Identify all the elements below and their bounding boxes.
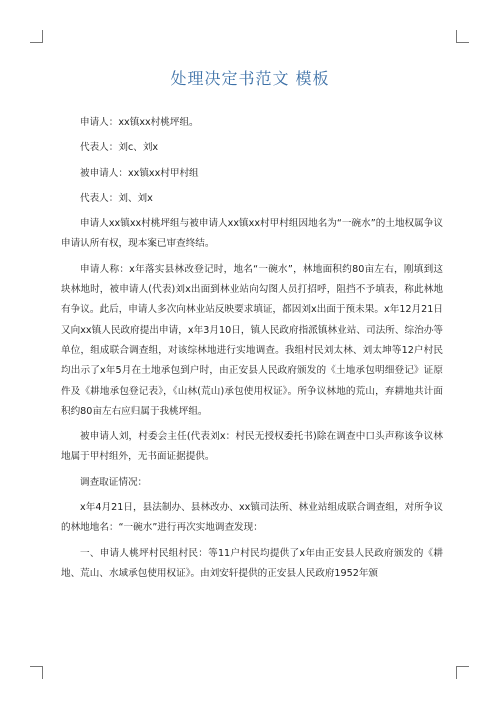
finding-one-paragraph: 一、申请人桃坪村民组村民：等11户村民均提供了x年由正安县人民政府颁发的《耕地、荒山、水域承包使用权证》。由刘安轩提供的正安县人民政府1952年颁 xyxy=(61,547,443,579)
applicant-representative-line: 代表人：刘c、刘x xyxy=(80,142,159,154)
applicant-claim-paragraph: 申请人称：x年落实县林改登记时，地名“一碗水”，林地面积约80亩左右，刚填到这块林地时，被申请人(代表)刘x出面到林业站向勾图人员打招呼，阻挡不予填表，称此林地有争议。此后，申请人多次向林业站反映要求填证，都因刘x出面于预未果。x年12月21日又向xx镇人民政府提出申请，x年3月10日，镇人民政府指派镇林业站、司法所、综治办等单位，组成联合调查组，对该综林地进行实地调查。我组村民刘太林、刘太坤等12户村民均出示了x年5月在土地承包到户时，由正安县人民政府颁发的《土地承包明细登记》证原件及《耕地承包登记表》，《山林(荒山)承包使用权证》。所争议林地的荒山，弃耕地共计面积约80亩左右应归属于我桃坪组。 xyxy=(61,263,443,417)
investigation-paragraph: x年4月21日，县法制办、县林改办、xx镇司法所、林业站组成联合调查组，对所争议的林地地名：“一碗水”进行再次实地调查发现： xyxy=(61,502,443,534)
document-body xyxy=(61,113,443,589)
investigation-heading: 调查取证情况： xyxy=(80,476,148,488)
respondent-claim-paragraph: 被申请人刘，村委会主任(代表刘x：村民无授权委托书)除在调查中口头声称该争议林地属于甲村组外，无书面证据提供。 xyxy=(61,431,443,463)
respondent-line: 被申请人：xx镇xx村甲村组 xyxy=(80,167,199,179)
case-summary-paragraph: 申请人xx镇xx村桃坪组与被申请人xx镇xx村甲村组因地名为“一碗水”的土地权属争议申请认所有权，现本案已审查终结。 xyxy=(61,218,443,250)
page-corner-mark-bottom-left xyxy=(30,666,43,679)
page-corner-mark-bottom-right xyxy=(456,666,469,679)
applicant-line: 申请人：xx镇xx村桃坪组。 xyxy=(80,117,199,128)
document-title: 处理决定书范文 模板 xyxy=(170,69,330,88)
page-corner-mark-top-right xyxy=(456,30,469,43)
respondent-representative-line: 代表人：刘、刘x xyxy=(80,192,153,204)
page-corner-mark-top-left xyxy=(30,30,43,43)
